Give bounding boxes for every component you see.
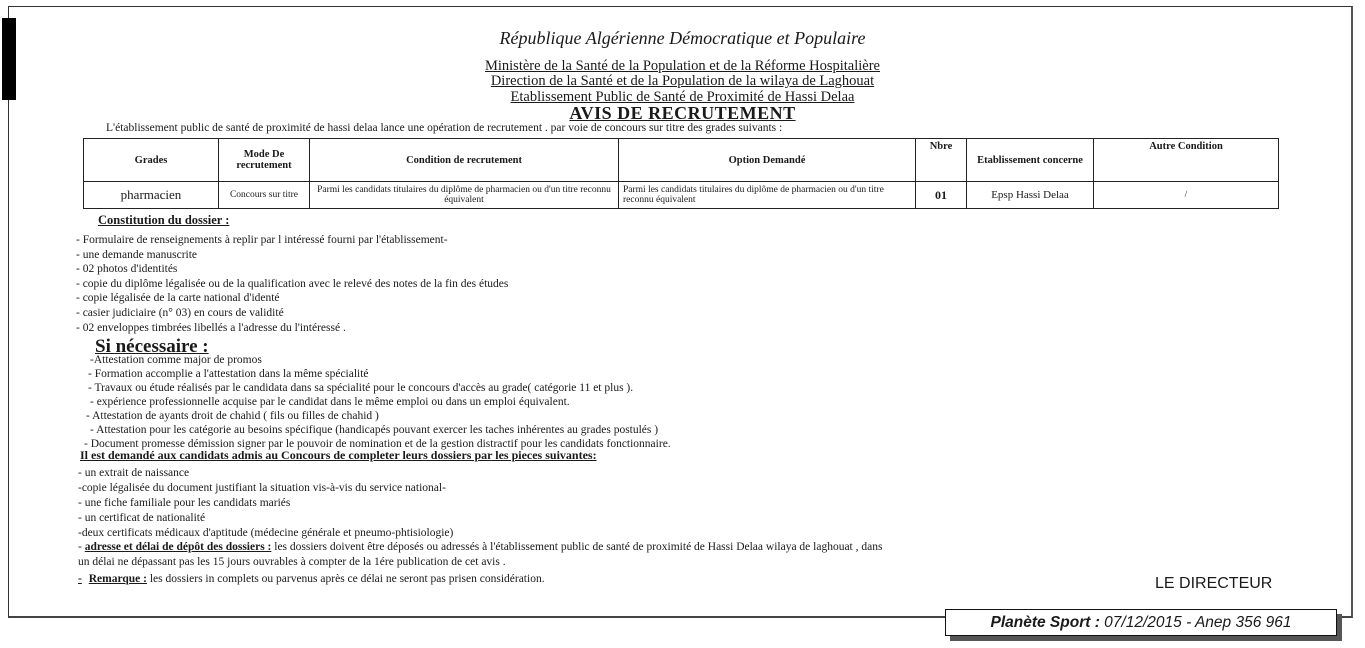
cell-mode: Concours sur titre (219, 182, 310, 209)
list-item: - casier judiciaire (n° 03) en cours de validité (76, 306, 284, 319)
list-item: - une demande manuscrite (76, 248, 198, 261)
dossier-title: Constitution du dossier : (98, 213, 230, 227)
list-item: - 02 enveloppes timbrées libellés a l'adresse du l'intéressé . (76, 321, 346, 334)
cell-option: Parmi les candidats titulaires du diplôme de pharmacien ou d'un titre reconnu équivalent (619, 182, 916, 209)
recruitment-table (83, 138, 1279, 209)
list-item: -Attestation comme major de promos (90, 354, 262, 366)
header-option: Option Demandé (619, 139, 916, 182)
list-item: - Attestation de ayants droit de chahid ( fils ou filles de chahid ) (86, 410, 379, 422)
intro-text: L'établissement public de santé de proximité de hassi delaa lance une opération de recrutement . par voie de concours sur titre des grades suivants : (106, 122, 783, 134)
establishment-line: Etablissement Public de Santé de Proximité de Hassi Delaa (510, 89, 855, 105)
admis-list (78, 466, 453, 541)
header-autre: Autre Condition (1094, 139, 1279, 182)
list-item: - copie légalisée de la carte national d'identé (76, 292, 280, 305)
admis-title: Il est demandé aux candidats admis au Concours de completer leurs dossiers par les pieces suivantes: (80, 448, 597, 462)
header-mode: Mode De recrutement (219, 139, 310, 182)
list-item: -copie légalisée du document justifiant la situation vis-à-vis du service national- (78, 482, 446, 494)
list-item: - une fiche familiale pour les candidats mariés (78, 497, 291, 509)
signature-director: LE DIRECTEUR (1155, 575, 1273, 592)
header-etab: Etablissement concerne (967, 139, 1094, 182)
adresse-line2: un délai ne dépassant pas les 15 jours ouvrables à compter de la 1ére publication de cet avis . (78, 556, 506, 568)
remarque-prefix: - (78, 573, 82, 585)
dossier-list (76, 233, 508, 335)
si-necessaire-list (84, 353, 671, 451)
cell-etab: Epsp Hassi Delaa (967, 182, 1094, 209)
source-name: Planète Sport : (990, 614, 1100, 631)
list-item: - expérience professionnelle acquise par le candidat dans le même emploi ou dans un emploi équivalent. (90, 396, 570, 408)
table-row (84, 182, 1279, 209)
list-item: - copie du diplôme légalisée ou de la qualification avec le relevé des notes de la fin des études (76, 277, 509, 290)
cell-grade: pharmacien (84, 182, 219, 209)
list-item: - Formulaire de renseignements à replir par l intéressé fourni par l'établissement- (76, 234, 448, 246)
cell-nbre: 01 (916, 182, 967, 209)
list-item: - Attestation pour les catégorie au besoins spécifique (handicapés pouvant exercer les taches inhérentes au grades postulés ) (90, 424, 659, 436)
remarque-label: Remarque : (88, 573, 147, 585)
header-grades: Grades (84, 139, 219, 182)
list-item: -deux certificats médicaux d'aptitude (médecine générale et pneumo-phtisiologie) (78, 527, 454, 539)
adresse-label: adresse et délai de dépôt des dossiers : (84, 541, 272, 553)
cell-condition: Parmi les candidats titulaires du diplôme de pharmacien ou d'un titre reconnu équivalent (310, 182, 619, 209)
publication-source-box (945, 609, 1337, 636)
republic-heading: République Algérienne Démocratique et Populaire (499, 28, 866, 48)
list-item: - 02 photos d'identités (76, 263, 178, 276)
header-nbre: Nbre (916, 139, 967, 182)
adresse-prefix: - (78, 541, 82, 553)
list-item: - un certificat de nationalité (78, 512, 206, 524)
source-details: 07/12/2015 - Anep 356 961 (1099, 614, 1292, 631)
notice-title: AVIS DE RECRUTEMENT (569, 103, 796, 123)
header-condition: Condition de recrutement (310, 139, 619, 182)
remarque-text: les dossiers in complets ou parvenus après ce délai ne seront pas prisen considération. (146, 573, 545, 585)
list-item: - Travaux ou étude réalisés par le candidata dans sa spécialité pour le concours d'accès au grade( catégorie 11 et plus ). (88, 382, 634, 394)
list-item: - Document promesse démission signer par le pouvoir de nomination et de la gestion distractif pour les candidats fonctionnaire. (84, 438, 671, 450)
table-header-row (84, 139, 1279, 182)
ministry-line: Ministère de la Santé de la Population et de la Réforme Hospitalière (484, 58, 880, 74)
adresse-text: les dossiers doivent être déposés ou adressés à l'établissement public de santé de proximité de Hassi Delaa wilaya de laghouat , dans (271, 541, 883, 553)
adresse-block (78, 540, 882, 587)
list-item: - un extrait de naissance (78, 467, 190, 479)
cell-autre: / (1094, 182, 1279, 209)
si-necessaire-title: Si nécessaire : (95, 336, 209, 357)
list-item: - Formation accomplie a l'attestation dans la même spécialité (88, 368, 369, 380)
direction-line: Direction de la Santé et de la Population de la wilaya de Laghouat (490, 73, 875, 89)
